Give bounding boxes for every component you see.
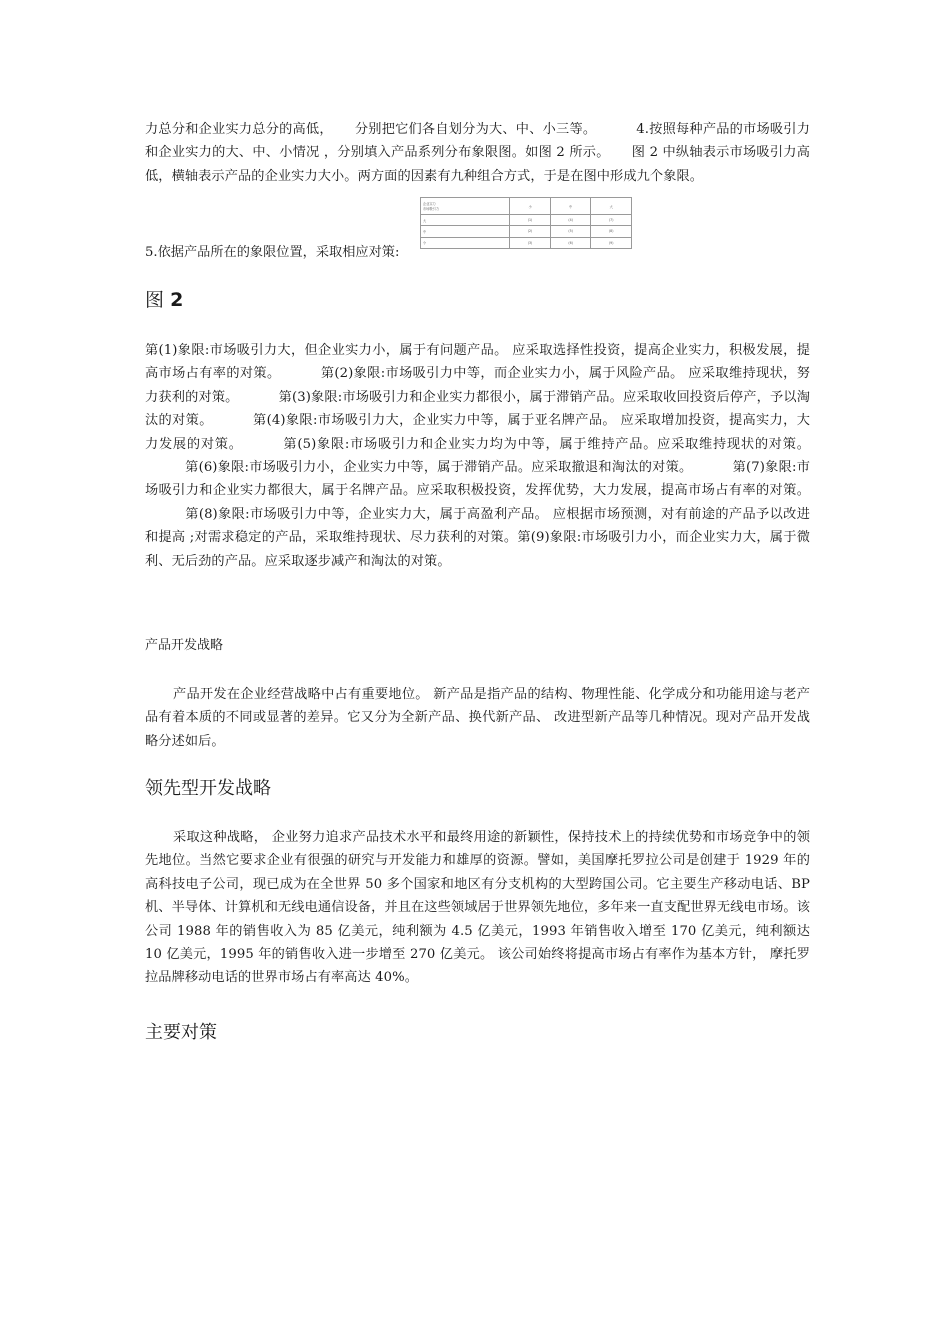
table-corner-top: 企业实力 — [423, 202, 436, 206]
table-cell: (9) — [591, 237, 632, 248]
figure-label — [145, 285, 183, 312]
table-col-header: 大 — [591, 198, 632, 215]
quadrant-8-text: 第(8)象限:市场吸引力中等，企业实力大，属于高盈利产品。 应根据市场预测，对有前途的产品予以改进和提高 ;对需求稳定的产品，采取维持现状、尽力获利的对策。 — [145, 506, 810, 546]
table-cell: (6) — [550, 237, 591, 248]
figure-label-number: 2 — [170, 289, 184, 311]
quadrant-9-text: 第(9)象限:市场吸引力小，而企业实力大，属于微利、无后劲的产品。应采取逐步减产和淘汰的对策。 — [145, 530, 810, 569]
table-col-header: 小 — [510, 198, 551, 215]
paragraph-quadrants — [145, 339, 810, 573]
para1-part-d: 图 2 中纵轴表示市场吸引力高低，横轴表示产品的企业实力大小。两方面的因素有九种组合方式，于是在图中形成九个象限。 — [145, 145, 810, 184]
section-heading-main: 主要对策 — [145, 1022, 217, 1043]
table-cell: (1) — [510, 215, 551, 226]
paragraph-product-dev: 产品开发在企业经营战略中占有重要地位。 新产品是指产品的结构、物理性能、化学成分和功能用途与老产品有着本质的不同或显著的差异。它又分为全新产品、换代新产品、 改进型新产品等几种情况。现对产品开发战略分述如后。 — [145, 687, 810, 749]
paragraph-classification — [145, 118, 810, 188]
table-col-header: 中 — [550, 198, 591, 215]
table-corner-cell — [421, 198, 510, 215]
table-cell: (8) — [591, 226, 632, 237]
para1-part-b: 分别把它们各自划分为大、中、小三等。 — [354, 122, 597, 137]
table-cell: (5) — [550, 226, 591, 237]
table-cell: (2) — [510, 226, 551, 237]
para1-part-a: 力总分和企业实力总分的高低， — [145, 122, 333, 137]
table-cell: (3) — [510, 237, 551, 248]
quadrant-1-text: 第(1)象限:市场吸引力大，但企业实力小，属于有问题产品。 应采取选择性投资，提高企业实力，积极发展，提高市场占有率的对策。 — [145, 343, 810, 382]
table-corner-bottom: 市场吸引力 — [423, 207, 439, 211]
table-row-label: 中 — [421, 226, 510, 237]
step-5-line: 5.依据产品所在的象限位置，采取相应对策: — [145, 245, 400, 260]
quadrant-3-text: 第(3)象限:市场吸引力和企业实力都很小，属于滞销产品。应采取收回投资后停产，予以淘汰的对策。 — [145, 389, 810, 429]
quadrant-table-thumbnail — [420, 197, 632, 249]
table-row — [421, 237, 632, 248]
table-cell: (4) — [550, 215, 591, 226]
quadrant-4-text: 第(4)象限:市场吸引力大，企业实力中等，属于亚名牌产品。 应采取增加投资，提高实力，大力发展的对策。 — [145, 413, 811, 452]
table-cell: (7) — [591, 215, 632, 226]
table-row — [421, 226, 632, 237]
quadrant-5-text: 第(5)象限:市场吸引力和企业实力均为中等，属于维持产品。应采取维持现状的对策。 — [282, 436, 810, 452]
section-heading-leading: 领先型开发战略 — [145, 778, 271, 799]
quadrant-7-text: 第(7)象限:市场吸引力和企业实力都很大，属于名牌产品。应采取积极投资，发挥优势，大力发展，提高市场占有率的对策。 — [145, 460, 810, 499]
section-heading-product-dev: 产品开发战略 — [145, 638, 224, 653]
quadrant-2-text: 第(2)象限:市场吸引力中等，而企业实力小，属于风险产品。 应采取维持现状，努力获利的对策。 — [145, 366, 810, 405]
paragraph-leading: 采取这种战略， 企业努力追求产品技术水平和最终用途的新颖性，保持技术上的持续优势和市场竞争中的领先地位。当然它要求企业有很强的研究与开发能力和雄厚的资源。譬如，美国摩托罗拉公司是创建于 1929 年的高科技电子公司，现已成为在全世界 50 多个国家和地区有分支机构的大型跨国公司。它主要生产移动电话、BP 机、半导体、计算机和无线电通信设备，并且在这些领域居于世界领先地位，多年来一直支配世界无线电市场。该公司 1988 年的销售收入为 85 亿美元，纯利额为 4.5 亿美元，1993 年销售收入增至 170 亿美元，纯利额达 10 亿美元，1995 年的销售收入进一步增至 270 亿美元。 该公司始终将提高市场占有率作为基本方针， 摩托罗拉品牌移动电话的世界市场占有率高达 40%。 — [145, 830, 810, 986]
table-row-label: 小 — [421, 237, 510, 248]
figure-label-prefix: 图 — [145, 289, 165, 311]
quadrant-6-text: 第(6)象限:市场吸引力小，企业实力中等，属于滞销产品。应采取撤退和淘汰的对策。 — [185, 460, 693, 476]
table-row-label: 大 — [421, 215, 510, 226]
table-row — [421, 215, 632, 226]
para1-part-c: 4.按照每种产品的市场吸引力和企业实力的大、中、小情况 ，分别填入产品系列分布象限图。如图 2 所示。 — [145, 122, 810, 161]
